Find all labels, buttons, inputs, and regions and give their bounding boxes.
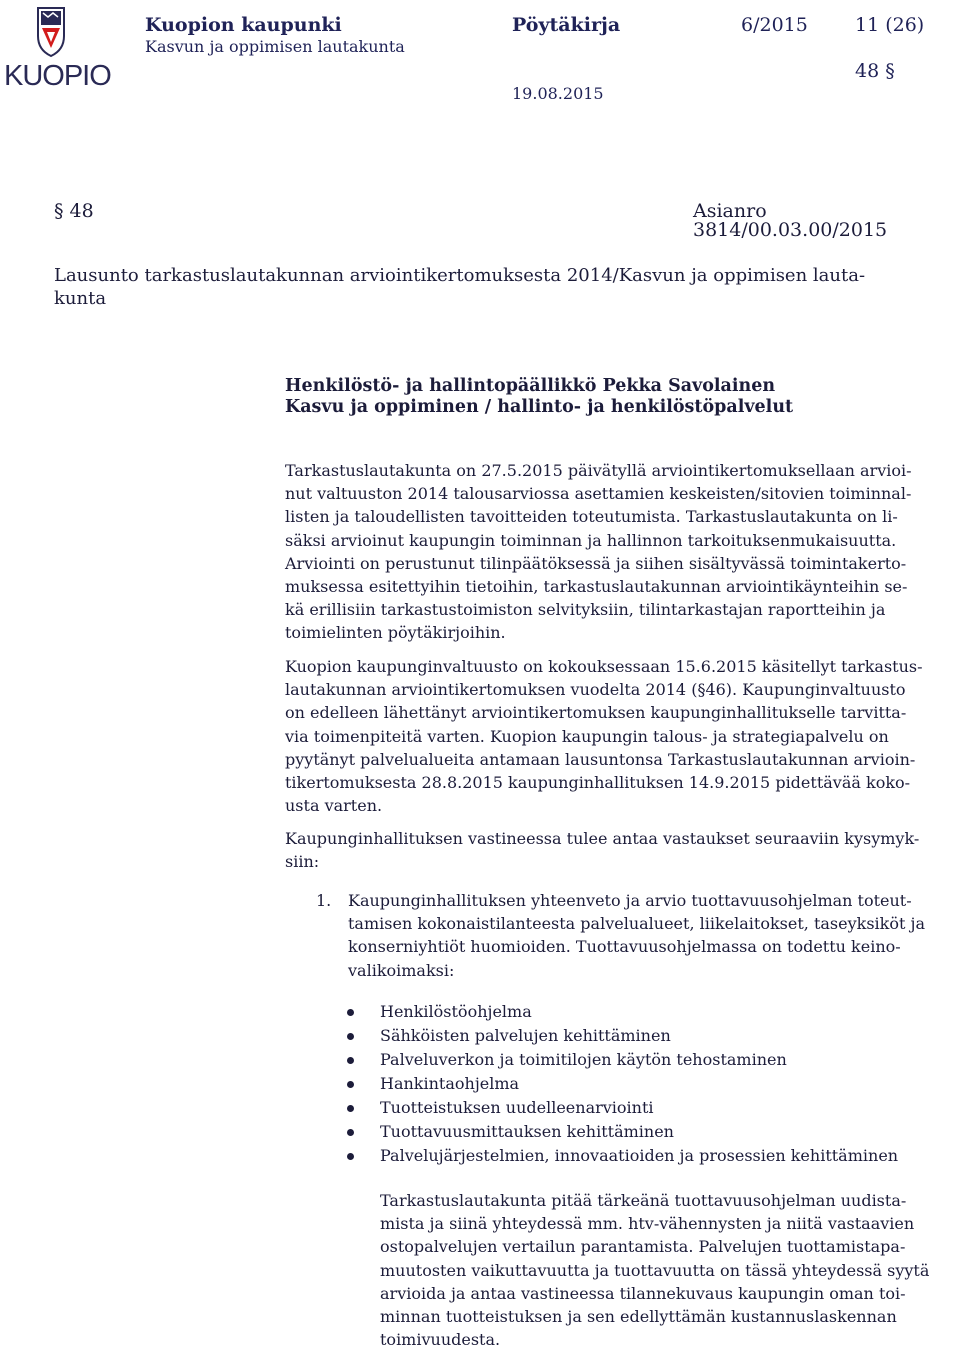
committee-name: Kasvun ja oppimisen lautakunta — [145, 37, 405, 56]
presenter-block — [285, 376, 793, 418]
text-line: kä erillisiin tarkastustoimiston selvityksiin, tilintarkastajan raportteihin ja — [285, 600, 886, 620]
list-item — [380, 1120, 950, 1144]
bullet-icon — [347, 1105, 354, 1112]
text-line: minnan tuotteistuksen ja sen edellyttämän kustannuslaskennan — [380, 1307, 897, 1327]
coat-of-arms-icon — [36, 4, 66, 58]
list-item-label: Hankintaohjelma — [380, 1074, 520, 1093]
text-line: valikoimaksi: — [348, 960, 455, 980]
text-line: pyytänyt palvelualueita antamaan lausuntonsa Tarkastuslautakunnan arvioin- — [285, 749, 916, 769]
text-line: toimivuudesta. — [380, 1330, 501, 1350]
text-line: lautakunnan arviointikertomuksen vuodelta 2014 (§46). Kaupunginvaltuusto — [285, 680, 906, 700]
document-number: 6/2015 — [741, 14, 808, 36]
section-number: § 48 — [54, 200, 94, 222]
text-line: mista ja siinä yhteydessä mm. htv-vähennysten ja niitä vastaavien — [380, 1214, 915, 1234]
text-line: Tarkastuslautakunta pitää tärkeänä tuottavuusohjelman uudista- — [380, 1191, 907, 1210]
text-line: Tarkastuslautakunta on 27.5.2015 päivätyllä arviointikertomuksellaan arvioi- — [285, 461, 912, 480]
text-line: listen ja taloudellisten tavoitteiden toteutumista. Tarkastuslautakunta on li- — [285, 507, 898, 527]
bullet-icon — [347, 1153, 354, 1160]
text-line: Kaupunginhallituksen vastineessa tulee antaa vastaukset seuraaviin kysymyk- — [285, 829, 920, 848]
presenter-unit: Kasvu ja oppiminen / hallinto- ja henkilöstöpalvelut — [285, 397, 794, 417]
list-item — [380, 1144, 950, 1168]
text-line: siin: — [285, 852, 320, 872]
agenda-title-line: kunta — [54, 288, 107, 309]
text-line: toimielinten pöytäkirjoihin. — [285, 623, 506, 643]
text-line: tikertomuksesta 28.8.2015 kaupunginhallituksen 14.9.2015 pidettävää koko- — [285, 773, 911, 793]
text-line: Kuopion kaupunginvaltuusto on kokouksessaan 15.6.2015 käsitellyt tarkastus- — [285, 657, 923, 676]
bullet-list — [380, 1000, 950, 1168]
organization-name: Kuopion kaupunki — [145, 14, 342, 36]
list-item — [380, 1048, 950, 1072]
page-number: 11 (26) — [855, 14, 925, 36]
list-item — [380, 1096, 950, 1120]
text-line: ostopalvelujen vertailun parantamista. Palvelujen tuottamistapa- — [380, 1237, 906, 1257]
text-line: Arviointi on perustunut tilinpäätöksessä ja siihen sisältyvässä toimintakerto- — [285, 553, 907, 573]
text-line: konserniyhtiöt huomioiden. Tuottavuusohjelmassa on todettu keino- — [348, 937, 901, 957]
text-line: Kaupunginhallituksen yhteenveto ja arvio tuottavuusohjelman toteut- — [348, 891, 912, 910]
list-item-label: Tuottavuusmittauksen kehittäminen — [380, 1122, 674, 1141]
logo-wordmark: KUOPIO — [4, 60, 111, 92]
list-item — [380, 1072, 950, 1096]
bullet-icon — [347, 1081, 354, 1088]
text-line: nut valtuuston 2014 talousarviossa asettamien keskeisten/sitovien toiminnal- — [285, 484, 912, 504]
paragraph-productivity — [380, 1189, 955, 1351]
text-line: on edelleen lähettänyt arviointikertomuksen kaupunginhallitukselle tarvitta- — [285, 703, 907, 723]
list-item-label: Palvelujärjestelmien, innovaatioiden ja prosessien kehittäminen — [380, 1146, 899, 1165]
agenda-title — [54, 264, 934, 310]
bullet-icon — [347, 1033, 354, 1040]
bullet-icon — [347, 1009, 354, 1016]
list-item-label: Tuotteistuksen uudelleenarviointi — [380, 1098, 654, 1117]
presenter-name: Henkilöstö- ja hallintopäällikkö Pekka Savolainen — [285, 376, 776, 396]
numbered-item — [348, 889, 958, 982]
document-type: Pöytäkirja — [512, 14, 621, 36]
paragraph-assessment — [285, 459, 955, 645]
agenda-title-line: Lausunto tarkastuslautakunnan arviointikertomuksesta 2014/Kasvun ja oppimisen lauta- — [54, 265, 866, 286]
text-line: säksi arvioinut kaupungin toiminnan ja hallinnon tarkoituksenmukaisuutta. — [285, 530, 897, 550]
bullet-icon — [347, 1129, 354, 1136]
text-line: muksessa esitettyihin tietoihin, tarkastuslautakunnan arviointikäynteihin se- — [285, 577, 908, 597]
list-item-label: Henkilöstöohjelma — [380, 1002, 532, 1021]
text-line: tamisen kokonaistilanteesta palvelualueet, liikelaitokset, taseyksiköt ja — [348, 914, 926, 934]
text-line: usta varten. — [285, 796, 383, 816]
header-section-ref: 48 § — [855, 60, 895, 82]
list-item-label: Palveluverkon ja toimitilojen käytön tehostaminen — [380, 1050, 787, 1069]
paragraph-council — [285, 655, 955, 817]
kuopio-logo — [4, 2, 111, 94]
list-item — [380, 1000, 950, 1024]
list-number: 1. — [316, 891, 332, 910]
paragraph-questions — [285, 827, 955, 873]
text-line: muutosten vaikuttavuutta ja tuottavuutta on tässä yhteydessä syytä — [380, 1260, 930, 1280]
list-item-label: Sähköisten palvelujen kehittäminen — [380, 1026, 671, 1045]
bullet-icon — [347, 1057, 354, 1064]
text-line: arvioida ja antaa vastineessa tilannekuvaus kaupungin oman toi- — [380, 1283, 906, 1303]
case-number: Asianro 3814/00.03.00/2015 — [693, 200, 888, 241]
list-item — [380, 1024, 950, 1048]
meeting-date: 19.08.2015 — [512, 84, 604, 103]
text-line: via toimenpiteitä varten. Kuopion kaupungin talous- ja strategiapalvelu on — [285, 726, 889, 746]
